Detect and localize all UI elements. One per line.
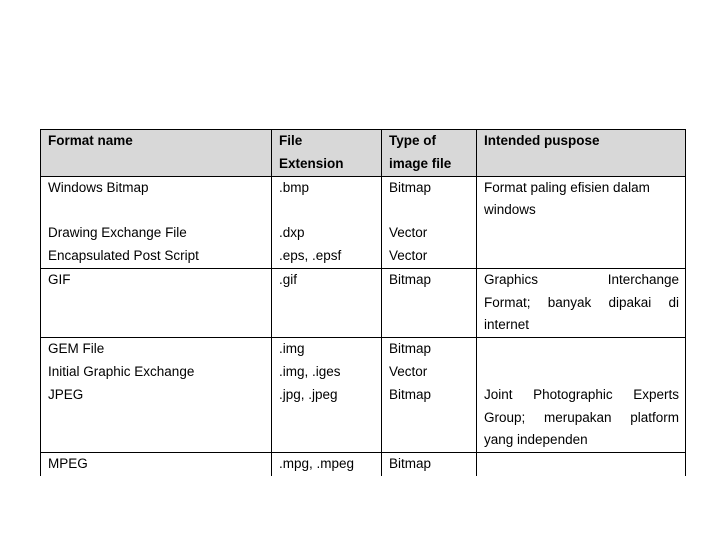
file-extension: .img, .iges xyxy=(279,363,341,379)
file-extension: .dxp xyxy=(279,225,305,241)
intended-purpose-line xyxy=(484,177,685,200)
image-type: Bitmap xyxy=(389,271,432,287)
table-row xyxy=(41,176,686,268)
file-extension: .jpg, .jpeg xyxy=(279,386,338,402)
file-extension: .img xyxy=(279,341,305,357)
file-extension-cell xyxy=(272,453,382,476)
file-extension-cell xyxy=(272,338,382,453)
format-name-cell xyxy=(41,268,272,337)
format-name: JPEG xyxy=(48,386,84,402)
format-name-cell xyxy=(41,453,272,476)
format-name: GIF xyxy=(48,271,71,287)
image-type: Bitmap xyxy=(389,386,432,402)
file-extension-cell xyxy=(272,176,382,268)
table-header-row xyxy=(41,130,686,177)
header-format-name-text: Format name xyxy=(48,133,133,148)
table-row xyxy=(41,453,686,476)
intended-purpose-line: Graphics Interchange xyxy=(484,271,679,287)
intended-purpose-spacer xyxy=(484,453,685,476)
file-extension: .gif xyxy=(279,271,298,287)
format-name-spacer xyxy=(48,429,271,452)
file-extension-spacer xyxy=(279,199,381,222)
image-type-cell xyxy=(382,268,477,337)
format-name-cell xyxy=(41,338,272,453)
table-row xyxy=(41,268,686,337)
image-type: Bitmap xyxy=(389,179,432,195)
image-formats-table xyxy=(40,129,686,476)
header-file-extension xyxy=(272,130,382,177)
intended-purpose-line: windows xyxy=(484,202,536,218)
image-type: Bitmap xyxy=(389,456,432,472)
intended-purpose-spacer xyxy=(484,338,685,361)
intended-purpose-cell xyxy=(477,268,686,337)
file-extension: .mpg, .mpeg xyxy=(279,456,355,472)
file-extension-cell xyxy=(272,268,382,337)
format-name-cell xyxy=(41,176,272,268)
intended-purpose-line: yang independen xyxy=(484,432,588,448)
image-type: Bitmap xyxy=(389,341,432,357)
intended-purpose-cell xyxy=(477,338,686,453)
format-name: MPEG xyxy=(48,456,88,472)
intended-purpose-line: Group; merupakan platform xyxy=(484,409,679,425)
intended-purpose-line: Format; banyak dipakai di xyxy=(484,294,679,310)
header-intended-purpose xyxy=(477,130,686,177)
intended-purpose-cell xyxy=(477,176,686,268)
header-image-type xyxy=(382,130,477,177)
format-name: Initial Graphic Exchange xyxy=(48,363,195,379)
image-type: Vector xyxy=(389,225,428,241)
format-name: Encapsulated Post Script xyxy=(48,247,199,263)
intended-purpose-text: Format paling efisien dalam xyxy=(484,179,650,195)
header-file-extension-line2: Extension xyxy=(279,155,344,171)
image-type: Vector xyxy=(389,247,428,263)
formats-table-container xyxy=(40,129,685,476)
image-type-spacer xyxy=(389,199,476,222)
header-format-name xyxy=(41,130,272,177)
format-name: Windows Bitmap xyxy=(48,179,149,195)
format-name: GEM File xyxy=(48,341,105,357)
intended-purpose-line: internet xyxy=(484,317,530,333)
format-name-spacer xyxy=(48,407,271,430)
intended-purpose-spacer xyxy=(484,361,685,384)
table-row xyxy=(41,338,686,453)
image-type: Vector xyxy=(389,363,428,379)
format-name-spacer xyxy=(48,199,271,222)
image-type-cell xyxy=(382,176,477,268)
format-name: Drawing Exchange File xyxy=(48,225,187,241)
header-image-type-line1: Type of xyxy=(389,133,436,148)
intended-purpose-line: Joint Photographic Experts xyxy=(484,386,679,402)
header-intended-purpose-text: Intended puspose xyxy=(484,133,600,148)
header-image-type-line2: image file xyxy=(389,155,452,171)
file-extension: .bmp xyxy=(279,179,310,195)
intended-purpose-cell xyxy=(477,453,686,476)
image-type-cell xyxy=(382,338,477,453)
image-type-cell xyxy=(382,453,477,476)
header-file-extension-line1: File xyxy=(279,133,303,148)
file-extension: .eps, .epsf xyxy=(279,247,342,263)
